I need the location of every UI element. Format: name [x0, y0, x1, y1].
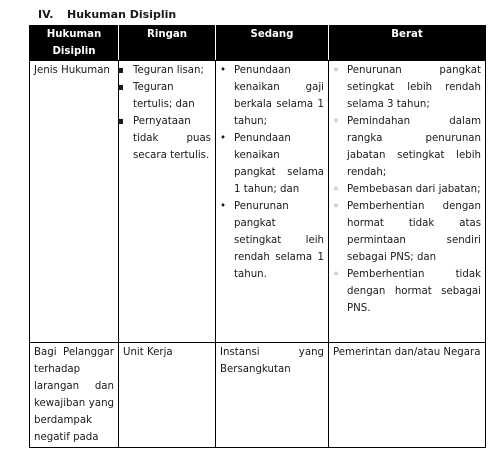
list-item-text: Teguran tertulis; dan: [133, 82, 195, 110]
section-heading: [38, 8, 176, 21]
cell-sedang-list: [216, 61, 329, 343]
list-item-text: Pembebasan dari jabatan;: [347, 184, 481, 195]
table-row-bagi-pelanggar: [30, 343, 486, 448]
berat-list: [333, 62, 481, 317]
row-label-jenis-hukuman: Jenis Hukuman: [30, 61, 119, 343]
hollow-circle-bullet-icon: ◦: [333, 184, 340, 195]
hollow-circle-bullet-icon: ◦: [333, 269, 340, 280]
list-item-text: Penurunan pangkat setingkat leih rendah selama 1 tahun.: [234, 201, 324, 280]
header-hukuman-disiplin: Hukuman Disiplin: [30, 26, 119, 61]
cell-sedang-unit: Instansi yang Bersangkutan: [216, 343, 329, 448]
cell-ringan-list: [119, 61, 216, 343]
list-item-text: Penurunan pangkat setingkat lebih rendah selama 3 tahun;: [347, 65, 481, 110]
hollow-circle-bullet-icon: ◦: [333, 201, 340, 212]
list-item: [117, 79, 211, 113]
list-item-text: Pernyataan tidak puas secara tertulis.: [133, 116, 211, 161]
section-number: IV.: [38, 8, 54, 21]
list-item: [333, 181, 481, 198]
list-item-text: Teguran lisan;: [133, 65, 204, 76]
header-berat: Berat: [329, 26, 486, 61]
filled-square-bullet-icon: ▪: [117, 116, 124, 127]
list-item: [333, 113, 481, 181]
list-item: [220, 62, 324, 130]
filled-circle-bullet-icon: •: [220, 133, 227, 144]
list-item-text: Pemberhentian dengan hormat tidak atas permintaan sendiri sebagai PNS; dan: [347, 201, 481, 263]
header-sedang: Sedang: [216, 26, 329, 61]
list-item: [333, 198, 481, 266]
list-item: [333, 266, 481, 317]
hollow-circle-bullet-icon: ◦: [333, 65, 340, 76]
filled-square-bullet-icon: ▪: [117, 65, 124, 76]
disciplinary-sanction-table: [29, 25, 486, 448]
row-label-bagi-pelanggar: Bagi Pelanggar terhadap larangan dan kewajiban yang berdampak negatif pada: [30, 343, 119, 448]
filled-square-bullet-icon: ▪: [117, 82, 124, 93]
list-item-text: Penundaan kenaikan gaji berkala selama 1 tahun;: [234, 65, 324, 127]
cell-berat-list: [329, 61, 486, 343]
header-ringan: Ringan: [119, 26, 216, 61]
list-item: [333, 62, 481, 113]
cell-berat-unit: Pemerintan dan/atau Negara: [329, 343, 486, 448]
list-item: [220, 130, 324, 198]
section-title: Hukuman Disiplin: [67, 8, 177, 21]
filled-circle-bullet-icon: •: [220, 201, 227, 212]
table-row-jenis-hukuman: [30, 61, 486, 343]
list-item: [117, 113, 211, 164]
header-row: [30, 26, 486, 61]
list-item: [220, 198, 324, 283]
ringan-list: [117, 62, 211, 164]
filled-circle-bullet-icon: •: [220, 65, 227, 76]
table-header: [30, 26, 486, 61]
cell-ringan-unit: Unit Kerja: [119, 343, 216, 448]
list-item-text: Pemindahan dalam rangka penurunan jabatan setingkat lebih rendah;: [347, 116, 481, 178]
list-item-text: Pemberhentian tidak dengan hormat sebagai PNS.: [347, 269, 481, 314]
list-item: [117, 62, 211, 79]
list-item-text: Penundaan kenaikan pangkat selama 1 tahun; dan: [234, 133, 324, 195]
sedang-list: [220, 62, 324, 283]
hollow-circle-bullet-icon: ◦: [333, 116, 340, 127]
